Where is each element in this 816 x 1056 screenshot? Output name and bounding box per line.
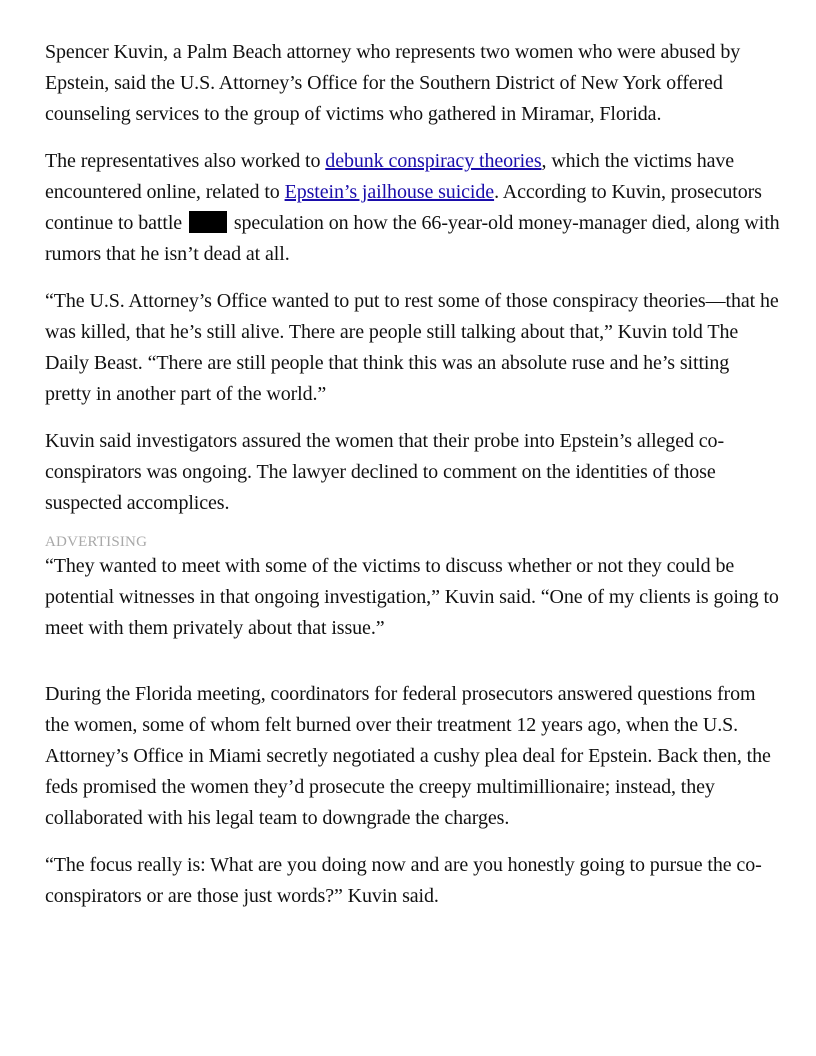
article-body	[45, 37, 780, 928]
paragraph-2-text-b: , which the victims have encountered online, related to	[45, 150, 735, 203]
paragraph-7: “The focus really is: What are you doing now and are you honestly going to pursue the co-conspirators or are those just words?” Kuvin said.	[45, 854, 762, 907]
paragraph-3: “The U.S. Attorney’s Office wanted to put to rest some of those conspiracy theories—that he was killed, that he’s still alive. There are people still talking about that,” Kuvin told The Daily Beast. “There are still people that think this was an absolute ruse and he’s sitting pretty in another part of the world.”	[45, 290, 779, 405]
paragraph-5: “They wanted to meet with some of the victims to discuss whether or not they could be potential witnesses in that ongoing investigation,” Kuvin said. “One of my clients is going to meet with them privately about that issue.”	[45, 555, 779, 639]
redaction-block	[189, 211, 227, 233]
debunk-conspiracy-theories-link[interactable]: debunk conspiracy theories	[325, 150, 542, 172]
paragraph-4: Kuvin said investigators assured the women that their probe into Epstein’s alleged co-conspirators was ongoing. The lawyer declined to comment on the identities of those suspected accomplices.	[45, 430, 725, 514]
jailhouse-suicide-link[interactable]: Epstein’s jailhouse suicide	[284, 181, 495, 203]
paragraph-2-text-a: The representatives also worked to	[45, 150, 326, 172]
paragraph-2-text-c: . According to Kuvin, prosecutors continue to battle	[45, 181, 762, 234]
paragraph-2	[45, 146, 780, 270]
paragraph-6: During the Florida meeting, coordinators for federal prosecutors answered questions from the women, some of whom felt burned over their treatment 12 years ago, when the U.S. Attorney’s Office in Miami secretly negotiated a cushy plea deal for Epstein. Back then, the feds promised the women they’d prosecute the creepy multimillionaire; instead, they collaborated with his legal team to downgrade the charges.	[45, 683, 771, 829]
paragraph-1: Spencer Kuvin, a Palm Beach attorney who represents two women who were abused by Epstein, said the U.S. Attorney’s Office for the Southern District of New York offered counseling services to the group of victims who gathered in Miramar, Florida.	[45, 41, 741, 125]
advertising-label: ADVERTISING	[45, 534, 148, 550]
paragraph-2-text-d: speculation on how the 66-year-old money-manager died, along with rumors that he isn’t dead at all.	[45, 212, 780, 265]
